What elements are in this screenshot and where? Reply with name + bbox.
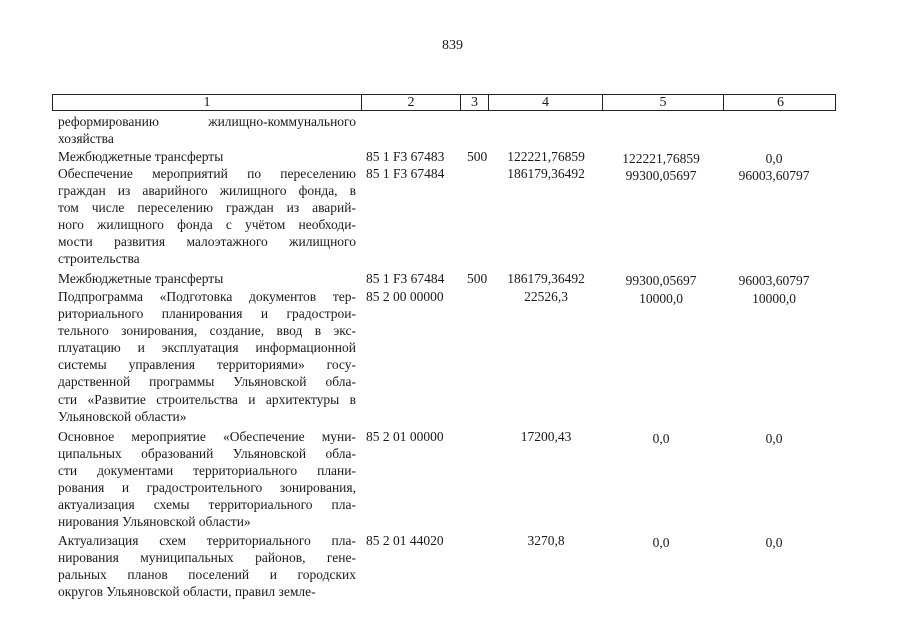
row-value-col5: 0,0 — [652, 535, 670, 550]
description-line: Межбюджетные трансферты — [58, 271, 224, 286]
row-code: 85 1 F3 67484 — [366, 166, 445, 181]
description-line: Основное мероприятие «Обеспечение муни- — [58, 429, 356, 444]
description-line: Межбюджетные трансферты — [58, 149, 224, 164]
row-code: 85 2 01 44020 — [366, 533, 444, 548]
row-description — [58, 288, 356, 425]
description-line: граждан из аварийного жилищного фонда, в — [58, 183, 356, 199]
row-code: 85 1 F3 67484 — [366, 271, 445, 286]
row-value-col5: 99300,05697 — [625, 273, 697, 288]
header-col-5: 5 — [602, 95, 723, 110]
row-value-col4: 3270,8 — [527, 533, 565, 548]
description-line: актуализация схемы территориального пла- — [58, 497, 356, 513]
row-code: 85 2 01 00000 — [366, 429, 444, 444]
description-line: ральных планов поселений и городских — [58, 567, 356, 583]
row-value-col5: 0,0 — [652, 431, 670, 446]
description-line: Подпрограмма «Подготовка документов тер- — [58, 289, 356, 304]
description-line: том числе переселению граждан из аварий- — [58, 200, 356, 216]
row-value-col5: 99300,05697 — [625, 168, 697, 183]
row-value-col6: 0,0 — [765, 535, 783, 550]
row-value-col4: 186179,36492 — [507, 166, 585, 181]
row-value-col4: 186179,36492 — [507, 271, 585, 286]
description-line: Обеспечение мероприятий по переселению — [58, 166, 356, 181]
row-description — [58, 165, 356, 268]
description-line: строительства — [58, 251, 140, 267]
row-value-col5: 10000,0 — [639, 291, 683, 306]
row-expense-type: 500 — [467, 271, 488, 286]
header-col-4: 4 — [488, 95, 602, 110]
description-line: хозяйства — [58, 131, 114, 147]
row-description — [58, 270, 356, 287]
description-line: ципальных образований Ульяновской обла- — [58, 446, 356, 462]
row-value-col6: 96003,60797 — [738, 273, 810, 288]
description-line: мости развития малоэтажного жилищного — [58, 234, 356, 250]
row-description — [58, 113, 356, 147]
page-number: 839 — [442, 38, 463, 53]
row-value-col4: 122221,76859 — [507, 149, 585, 164]
description-line: нирования муниципальных районов, гене- — [58, 550, 356, 566]
description-line: риториального планирования и градострои- — [58, 306, 356, 322]
row-value-col4: 17200,43 — [520, 429, 572, 444]
header-col-1: 1 — [203, 95, 211, 110]
row-description — [58, 532, 356, 600]
row-value-col6: 0,0 — [765, 151, 783, 166]
row-value-col4: 22526,3 — [524, 289, 568, 304]
description-line: реформированию жилищно-коммунального — [58, 114, 356, 129]
description-line: рования и градостроительного зонирования, — [58, 480, 356, 496]
description-line: дарственной программы Ульяновской обла- — [58, 374, 356, 390]
description-line: ного жилищного фонда с учётом необходи- — [58, 217, 356, 233]
row-value-col6: 0,0 — [765, 431, 783, 446]
table-header — [52, 94, 836, 111]
header-col-2: 2 — [361, 95, 460, 110]
description-line: сти документами территориального плани- — [58, 463, 356, 479]
description-line: Актуализация схем территориального пла- — [58, 533, 356, 548]
row-description — [58, 428, 356, 531]
description-line: округов Ульяновской области, правил земле- — [58, 584, 316, 600]
row-value-col6: 96003,60797 — [738, 168, 810, 183]
header-col-3: 3 — [460, 95, 488, 110]
row-description — [58, 148, 356, 165]
row-value-col5: 122221,76859 — [622, 151, 700, 166]
row-code: 85 2 00 00000 — [366, 289, 444, 304]
description-line: системы управления территориями» госу- — [58, 357, 356, 373]
description-line: сти «Развитие строительства и архитектуры в — [58, 391, 356, 407]
row-code: 85 1 F3 67483 — [366, 149, 445, 164]
description-line: тельного зонирования, создание, ввод в экс- — [58, 323, 356, 339]
row-value-col6: 10000,0 — [752, 291, 796, 306]
description-line: Ульяновской области» — [58, 408, 187, 424]
header-col-6: 6 — [723, 95, 837, 110]
description-line: нирования Ульяновской области» — [58, 514, 251, 530]
description-line: плуатацию и эксплуатация информационной — [58, 340, 356, 356]
row-expense-type: 500 — [467, 149, 488, 164]
